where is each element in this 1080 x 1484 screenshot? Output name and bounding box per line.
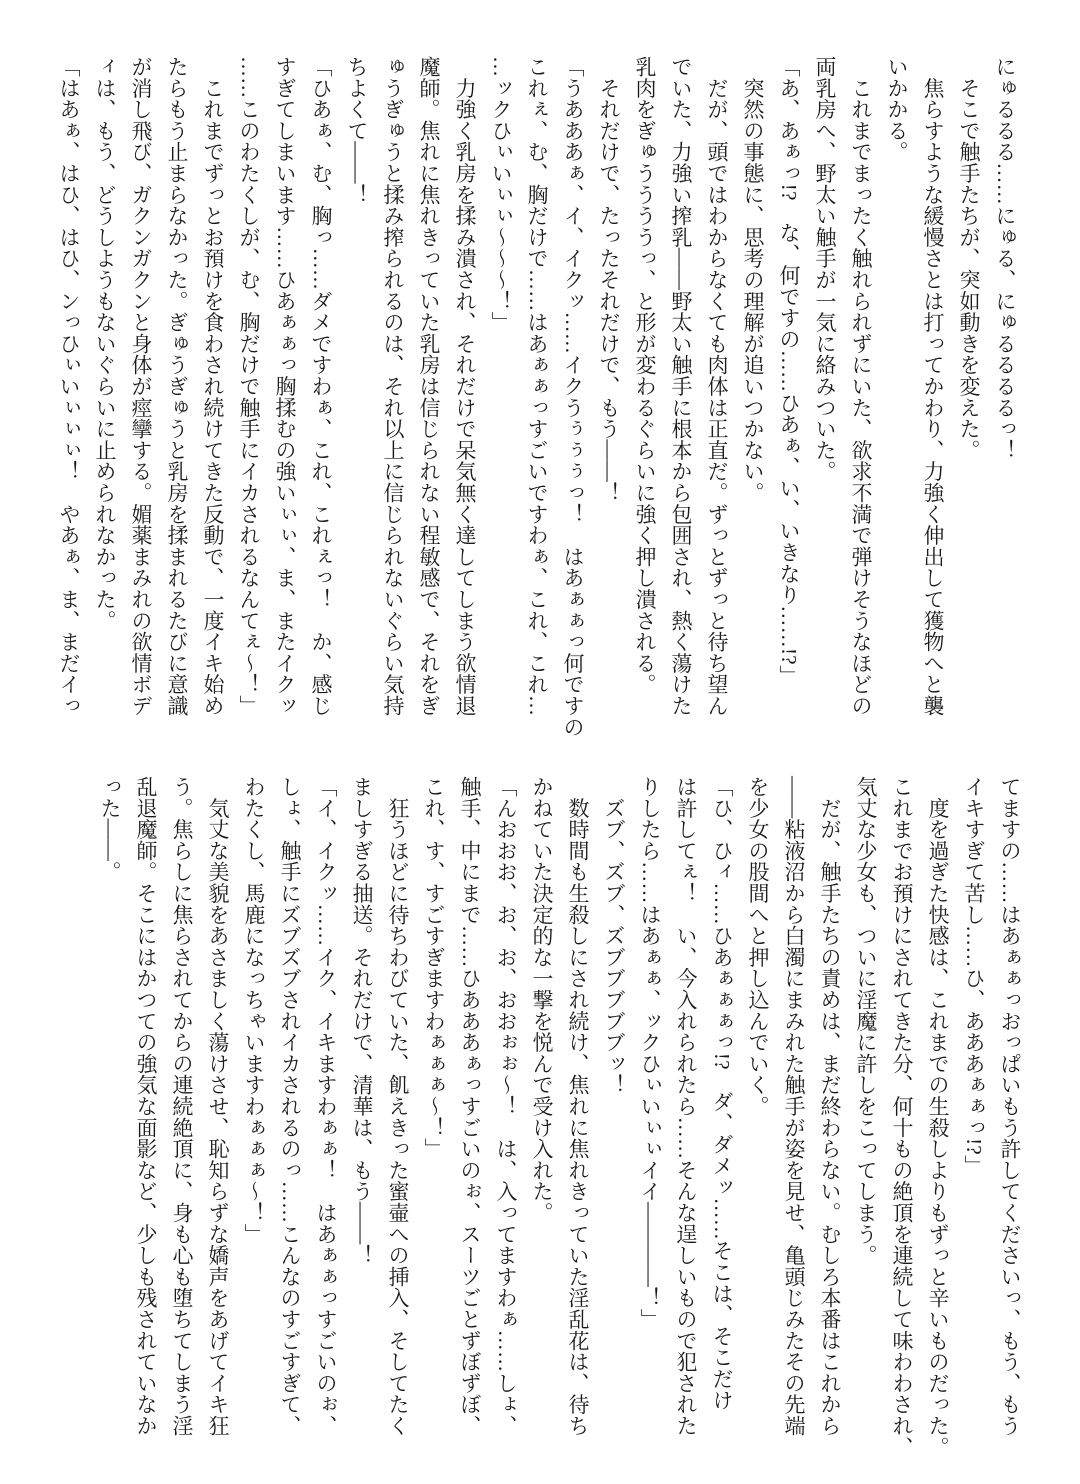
text-line: 両乳房へ、野太い触手が一気に絡みついた。 — [813, 56, 837, 482]
text-line: 「んおおお、お、お、おおぉぉ〜！ は、入ってますわぁ……しょ、 — [494, 776, 518, 1437]
text-line: 触手、中にまで……ひあああぁっすごいのぉ、スーツごとずぼずぼ、 — [458, 776, 482, 1437]
text-line: りしたら……はあぁぁ、ックひぃいぃぃイイ————！」 — [638, 776, 662, 1330]
text-line: 気丈な美貌をあさましく蕩けさせ、恥知らずな嬌声をあげてイキ狂 — [206, 776, 230, 1437]
text-line: …ックひぃいぃぃ〜〜〜！」 — [489, 56, 513, 333]
text-line: ィは、もう、どうしようもないぐらいに止められなかった。 — [93, 56, 117, 632]
text-line: にゅるるる……にゅる、にゅるるるるっ！ — [993, 56, 1017, 461]
text-line: いかかる。 — [885, 56, 909, 163]
text-line: しょ、触手にズブズブされイカされるのっ……こんなのすごすぎて、 — [278, 776, 302, 1437]
text-line: 数時間も生殺しにされ続け、焦れに焦れきっていた淫乱花は、待ち — [566, 776, 590, 1437]
text-block-bottom — [92, 776, 1028, 1458]
text-line: 狂うほどに待ちわびていた、飢えきった蜜壷への挿入、そしてたく — [386, 776, 410, 1437]
text-line: イキすぎて苦し……ひ、あああぁぁっ!?」 — [962, 776, 986, 1177]
text-line: ちよくて——！ — [345, 56, 369, 206]
text-line: 「イ、イクッ……イク、イキますわぁぁ！ はあぁぁっすごいのぉ、 — [314, 776, 338, 1437]
text-line: 「ひあぁ、む、胸っ……ダメですわぁ、これ、これぇっ！ か、感じ — [309, 56, 333, 717]
text-line: かねていた決定的な一撃を悦んで受け入れた。 — [530, 776, 554, 1224]
text-line: 魔師。焦れに焦れきっていた乳房は信じられない程敏感で、それをぎ — [417, 56, 441, 717]
text-line: 「あ、あぁっ!? な、何ですの……ひあぁ、い、いきなり……!?」 — [777, 56, 801, 687]
text-line: ズブ、ズブ、ズブブブブブッ！ — [602, 776, 626, 1096]
text-line: 「はあぁ、はひ、はひ、ンっひぃいぃぃぃ！ やあぁ、ま、まだイっ — [57, 56, 81, 717]
text-line: 気丈な少女も、ついに淫魔に許しをこってしまう。 — [854, 776, 878, 1266]
text-line: ましすぎる抽送。それだけで、清華は、もう——！ — [350, 776, 374, 1266]
text-line: 度を過ぎた快感は、これまでの生殺しよりもずっと辛いものだった。 — [926, 776, 950, 1458]
text-line: でいた、力強い搾乳——野太い触手に根本から包囲され、熱く蕩けた — [669, 56, 693, 717]
text-line: わたくし、馬鹿になっちゃいますわぁぁぁ〜！」 — [242, 776, 266, 1245]
text-line: てますの……はあぁぁっおっぱいもう許してくださいっ、もう、もう — [998, 776, 1022, 1437]
text-line: これまでずっとお預けを食わされ続けてきた反動で、一度イキ始め — [201, 56, 225, 717]
text-line: ——粘液沼から白濁にまみれた触手が姿を見せ、亀頭じみたその先端 — [782, 776, 806, 1437]
text-line: が消し飛び、ガクンガクンと身体が痙攣する。媚薬まみれの欲情ボデ — [129, 56, 153, 717]
text-line: これまでお預けにされてきた分、何十もの絶頂を連続して味わわされ、 — [890, 776, 914, 1458]
text-line: だが、触手たちの責めは、まだ終わらない。むしろ本番はこれから — [818, 776, 842, 1437]
text-line: すぎてしまいます……ひあぁぁっ胸揉むの強いぃぃ、ま、またイクッ — [273, 56, 297, 717]
text-line: 「うあああぁ、イ、イクッ……イクうぅぅぅっ！ はあぁぁっ何ですの — [561, 56, 585, 738]
text-line: う。焦らしに焦らされてからの連続絶頂に、身も心も堕ちてしまう淫 — [170, 776, 194, 1437]
text-line: 乱退魔師。そこにはかつての強気な面影など、少しも残されていなか — [134, 776, 158, 1437]
text-line: だが、頭ではわからなくても肉体は正直だ。ずっとずっと待ち望ん — [705, 56, 729, 717]
text-block-top — [51, 56, 1023, 738]
text-line: 焦らすような緩慢さとは打ってかわり、力強く伸出して獲物へと襲 — [921, 56, 945, 717]
text-line: 突然の事態に、思考の理解が追いつかない。 — [741, 56, 765, 504]
text-line: ゅうぎゅうと揉み搾られるのは、それ以上に信じられないぐらい気持 — [381, 56, 405, 717]
text-line: たらもう止まらなかった。ぎゅうぎゅうと乳房を揉まれるたびに意識 — [165, 56, 189, 717]
text-line: ……このわたくしが、む、胸だけで触手にイカされるなんてぇ〜！」 — [237, 56, 261, 717]
text-line: これ、す、すごすぎますわぁぁぁ〜！」 — [422, 776, 446, 1160]
text-line: これまでまったく触れられずにいた、欲求不満で弾けそうなほどの — [849, 56, 873, 717]
text-line: は許してぇ！ い、今入れられたら……そんな逞しいもので犯された — [674, 776, 698, 1437]
text-line: それだけで、たったそれだけで、もう——！ — [597, 56, 621, 504]
text-line: 力強く乳房を揉み潰され、それだけで呆気無く達してしまう欲情退 — [453, 56, 477, 717]
text-line: 「ひ、ひィ……ひあぁぁぁっ!? ダ、ダメッ……そこは、そこだけ — [710, 776, 734, 1411]
text-line: を少女の股間へと押し込んでいく。 — [746, 776, 770, 1117]
text-line: 乳肉をぎゅううううっ、と形が変わるぐらいに強く押し潰される。 — [633, 56, 657, 695]
text-line: これぇ、む、胸だけで……はあぁぁっすごいですわぁ、これ、これ… — [525, 56, 549, 717]
text-line: そこで触手たちが、突如動きを変えた。 — [957, 56, 981, 461]
text-line: った——。 — [98, 776, 122, 883]
